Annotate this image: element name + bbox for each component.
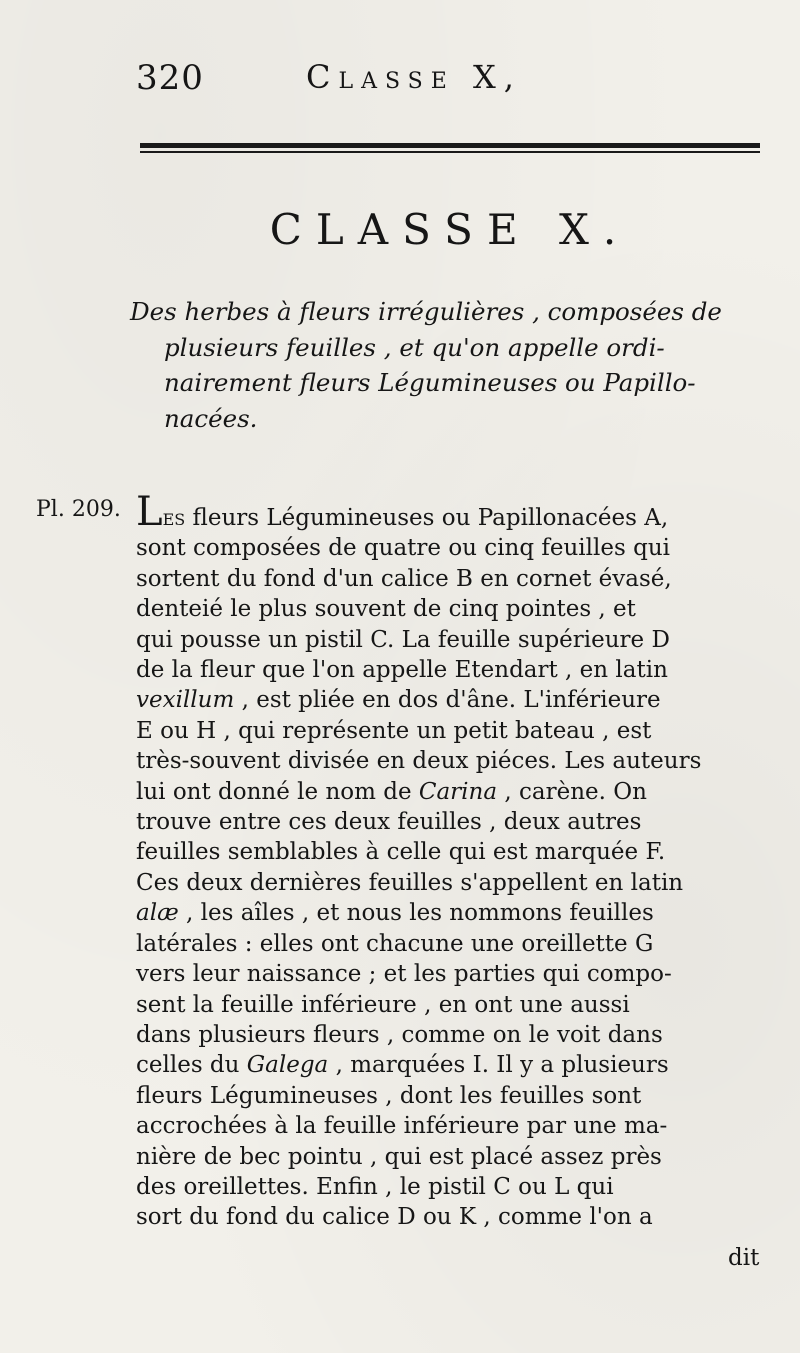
page-number: 320 xyxy=(136,58,204,98)
latin-term: vexillum xyxy=(136,687,235,714)
body-line: E ou H , qui représente un petit bateau , est xyxy=(136,717,652,744)
line-text: , marquées I. Il y a plusieurs xyxy=(328,1052,669,1079)
header-rule-thick xyxy=(140,143,760,148)
body-line xyxy=(136,1050,776,1080)
body-line xyxy=(136,777,776,807)
body-line: latérales : elles ont chacune une oreillette G xyxy=(136,930,654,957)
body-line xyxy=(136,489,776,535)
subtitle-line: nacées. xyxy=(164,403,258,433)
drop-cap: L xyxy=(136,489,163,535)
catchword: dit xyxy=(728,1245,760,1271)
body-line: sortent du fond d'un calice B en cornet évasé, xyxy=(136,565,672,592)
line-text: , les aîles , et nous les nommons feuilles xyxy=(178,900,654,927)
latin-term: alæ xyxy=(136,900,179,927)
line-text: lui ont donné le nom de xyxy=(136,778,419,805)
header-rule-thin xyxy=(140,151,760,153)
running-head xyxy=(0,58,800,98)
body-line: denteié le plus souvent de cinq pointes , et xyxy=(136,596,636,623)
body-line: feuilles semblables à celle qui est marquée F. xyxy=(136,839,666,866)
body-line: Ces deux dernières feuilles s'appellent en latin xyxy=(136,869,684,896)
body-line: qui pousse un pistil C. La feuille supérieure D xyxy=(136,626,670,653)
body-line: vers leur naissance ; et les parties qui compo- xyxy=(136,961,672,988)
latin-term: Carina xyxy=(418,778,498,805)
subtitle-line: plusieurs feuilles , et qu'on appelle ordi- xyxy=(164,332,665,362)
body-line: sent la feuille inférieure , en ont une aussi xyxy=(136,991,630,1018)
line-text: , carène. On xyxy=(497,778,647,805)
chapter-title: CLASSE X. xyxy=(269,205,631,254)
line-text: , est pliée en dos d'âne. L'inférieure xyxy=(234,687,661,714)
body-line: trouve entre ces deux feuilles , deux autres xyxy=(136,809,642,836)
latin-term: Galega xyxy=(246,1052,329,1079)
line-text: celles du xyxy=(136,1052,247,1079)
body-line xyxy=(136,898,776,928)
first-word-rest: es xyxy=(162,505,186,531)
body-line: très-souvent divisée en deux piéces. Les auteurs xyxy=(136,748,702,775)
body-line: nière de bec pointu , qui est placé assez près xyxy=(136,1143,662,1170)
chapter-subtitle xyxy=(130,294,770,436)
subtitle-line: nairement fleurs Légumineuses ou Papillo- xyxy=(164,368,696,397)
body-line: fleurs Légumineuses , dont les feuilles sont xyxy=(136,1082,642,1109)
body-line xyxy=(136,685,776,715)
body-line: des oreillettes. Enfin , le pistil C ou L qui xyxy=(136,1173,614,1200)
body-paragraph xyxy=(136,489,776,1233)
first-line-rest: fleurs Légumineuses ou Papillonacées A, xyxy=(185,505,669,531)
body-line: sont composées de quatre ou cinq feuilles qui xyxy=(136,535,670,562)
running-title: Classe X, xyxy=(306,58,522,96)
plate-reference: Pl. 209. xyxy=(36,497,121,522)
body-line: sort du fond du calice D ou K , comme l'on a xyxy=(136,1204,653,1231)
body-line: dans plusieurs fleurs , comme on le voit dans xyxy=(136,1021,663,1048)
body-line: de la fleur que l'on appelle Etendart , en latin xyxy=(136,657,668,684)
body-line: accrochées à la feuille inférieure par une ma- xyxy=(136,1113,668,1140)
subtitle-line: Des herbes à fleurs irrégulières , composées de xyxy=(130,297,722,326)
